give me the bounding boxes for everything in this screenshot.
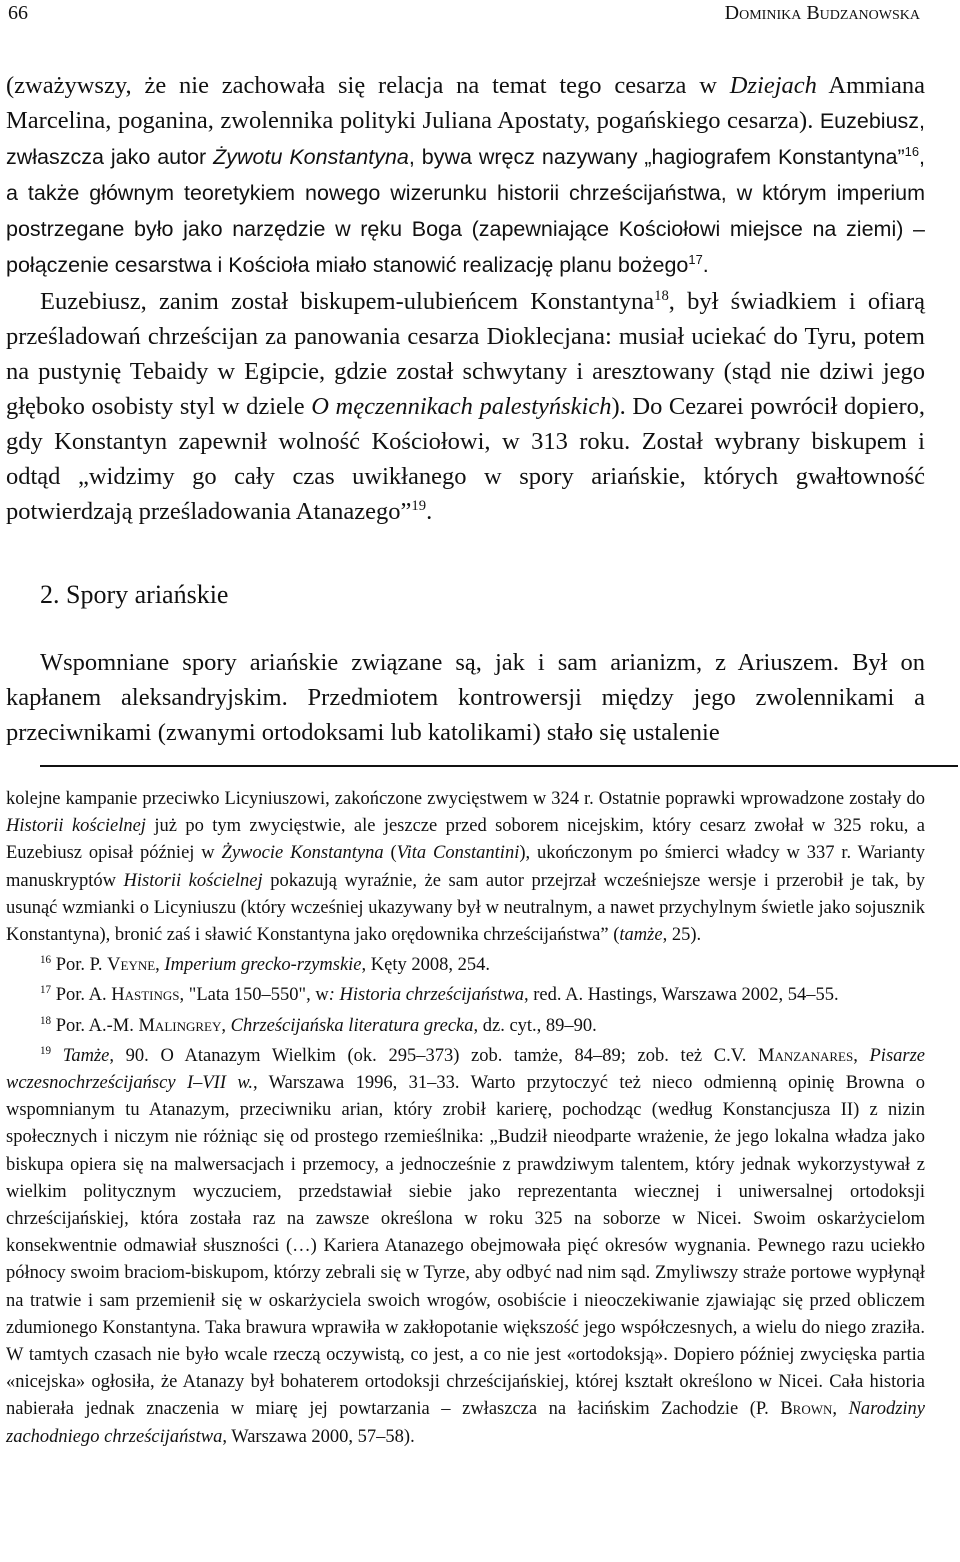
- italic-title: Dziejach: [729, 72, 817, 99]
- italic-title: Chrześcijańska literatura grecka: [230, 1015, 474, 1036]
- text-run: już po tym zwycięstwie, ale jeszcze przed soborem nicejskim, który cesarz zwołał w 325 roku, a Euzebiusz opisał później w: [6, 816, 925, 864]
- sans-passage: [6, 109, 925, 277]
- author-name: Brown: [780, 1399, 833, 1420]
- italic-title: Żywocie Konstantyna: [221, 843, 384, 864]
- text-run: , 25).: [662, 925, 702, 946]
- footnote-ref-17[interactable]: 17: [688, 252, 703, 268]
- paragraph-3: Wspomniane spory ariańskie związane są, jak i sam arianizm, z Ariuszem. Był on kapłanem aleksandryjskim. Przedmiotem kontrowersji między jego zwolennikami a przeciwnikami (zwanymi ortodoksami lub katolikami) stało się ustalenie: [6, 649, 925, 746]
- italic-title: O męczennikach palestyńskich: [311, 392, 612, 420]
- text-run: .: [426, 498, 433, 526]
- author-name: Malingrey: [138, 1015, 222, 1036]
- main-text: [6, 68, 925, 529]
- italic-title: Historii kościelnej: [6, 816, 146, 837]
- author-name: Veyne: [107, 955, 156, 976]
- text-run: Euzebiusz, zanim został biskupem-ulubieńcem Konstantyna: [40, 287, 655, 315]
- paragraph-2: [6, 284, 925, 530]
- text-run: ,: [221, 1015, 231, 1036]
- italic-title: Żywotu Konstantyna: [213, 145, 409, 170]
- section-heading: 2. Spory ariańskie: [40, 580, 229, 609]
- text-run: , Kęty 2008, 254.: [361, 955, 490, 976]
- text-run: Ammiana Marcelina, poganina, zwolennika polityki Juliana Apostaty, pogańskiego cesarza).: [6, 72, 925, 135]
- paragraph-1: [6, 68, 925, 284]
- footnote-separator: [40, 765, 958, 767]
- author-name: Manzanares: [758, 1045, 854, 1066]
- footnote-ref-19[interactable]: 19: [411, 497, 427, 514]
- text-run: ,: [155, 955, 165, 976]
- text-run: (: [383, 843, 397, 864]
- text-run: , bywa wręcz nazywany „hagiografem Konstantyna”: [408, 145, 905, 170]
- text-run: ), ukończonym po śmierci władcy w 337 r. Warianty manuskryptów: [6, 843, 925, 891]
- footnote-18: [6, 1013, 925, 1040]
- footnote-ref-16[interactable]: 16: [904, 144, 919, 160]
- footnote-17: [6, 982, 925, 1009]
- author-name: Hastings: [111, 985, 180, 1006]
- footnote-ref-18[interactable]: 18: [654, 287, 669, 304]
- text-run: Por. P.: [55, 955, 108, 976]
- text-run: pokazują wyraźnie, że sam autor przejrzał wcześniejsze wersje i przerobił je tak, by usunąć wzmianki o Licyniuszu (który wcześniej ukazywany był w neutralnym, a nawet przychylnym świetle jako sojusznik Konstantyna), bronić zaś i sławić Konstantyna jako orędownika chrześcijaństwa” (: [6, 870, 925, 946]
- italic-title: Narodziny zachodniego chrześcijaństwa: [6, 1399, 925, 1447]
- italic-title: Tamże: [62, 1045, 110, 1066]
- text-run: ,: [853, 1045, 870, 1066]
- text-run: , Warszawa 2000, 57–58).: [222, 1426, 415, 1447]
- section-text: [6, 645, 925, 750]
- italic-title: : Historia chrześcijaństwa: [328, 985, 524, 1006]
- text-run: , 90. O Atanazym Wielkim (ok. 295–373) zob. tamże, 84–89; zob. też C.V.: [109, 1045, 759, 1066]
- page-number: 66: [8, 2, 28, 24]
- text-run: ,: [832, 1399, 849, 1420]
- text-run: ). Do Cezarei powrócił dopiero, gdy Konstantyn zapewnił wolność Kościołowi, w 313 roku. Został wybrany biskupem i odtąd „widzimy go cały czas uwikłanego w spory ariańskie, których gwałtowność potwierdzają prześladowania Atanazego”: [6, 392, 925, 526]
- text-run: Por. A.: [55, 985, 112, 1006]
- text-run: , Warszawa 1996, 31–33. Warto przytoczyć też nieco odmienną opinię Browna o wspomnianym tu Atanazym, przeciwniku arian, który zrobił karierę, pochodząc (według Konstancjusza II) z nizin społecznych i niczym nie różniąc się od prostego rzemieślnika: „Budził nieodparte wrażenie, że jego lokalna władza jako biskupa opiera się na malwersacjach i przemocy, a jednocześnie z prawdziwym talentem, który jednak wykorzystywał z wielkim politycznym wyczuciem, przedstawiał siebie jako reprezentanta wiecznej i uniwersalnej ortodoksji chrześcijańskiej, która została raz na zawsze określona w roku 325 na soborze w Nicei. Swoim oskarżycielom konsekwentnie odmawiał słuszności (…) Kariera Atanazego obejmowała pięć okresów wygnania. Pewnego razu uciekło północy swoim braciom-biskupom, którzy zebrali się w Tyrze, aby odbyć nad nim sąd. Zmyliwszy straże portowe wypłynął na tratwie i sam przemienił się w oskarżyciela swoich wrogów, osobiście i nieoczekiwanie zjawiając się przed obliczem zdumionego Konstantyna. Taka brawura wprawiła w zakłopotanie większość jego współczesnych, a wielu do niego zraziła. W tamtych czasach nie było wcale rzeczą oczywistą, co jest, a co nie jest «ortodoksją». Dopiero później zwycięska partia «nicejska» ogłosiła, że Atanazy był bohaterem ortodoksji chrześcijańskiej, której kształt określono w Nicei. Cała historia nabierała jednak znaczenia w miarę jej powtarzania – zwłaszcza na łacińskim Zachodzie (P.: [6, 1073, 925, 1420]
- footnote-19: [6, 1043, 925, 1451]
- italic-title: Pisarze wczesnochrześcijańscy I–VII w.: [6, 1045, 925, 1094]
- italic-title: tamże: [619, 925, 663, 946]
- running-author: Dominika Budzanowska: [724, 2, 920, 24]
- italic-title: Vita Constantini: [396, 843, 520, 864]
- footnote-number: 19: [40, 1044, 52, 1057]
- text-run: kolejne kampanie przeciwko Licyniuszowi, zakończone zwycięstwem w 324 r. Ostatnie poprawki wprowadzone zostały do: [6, 789, 925, 809]
- text-run: , dz. cyt., 89–90.: [473, 1015, 597, 1036]
- text-run: , a także głównym teoretykiem nowego wizerunku historii chrześcijaństwa, w którym imperium postrzegane było jako narzędzie w ręku Boga (zapewniające Kościołowi miejsce na ziemi) – połączenie cesarstwa i Kościoła miało stanowić realizację planu bożego: [6, 145, 925, 278]
- footnote-continuation: [6, 786, 925, 949]
- text-run: , red. A. Hastings, Warszawa 2002, 54–55.: [524, 985, 839, 1006]
- footnotes: [6, 786, 925, 1451]
- footnote-number: 18: [40, 1014, 52, 1027]
- text-run: Por. A.-M.: [55, 1015, 139, 1036]
- italic-title: Imperium grecko-rzymskie: [164, 955, 362, 976]
- footnote-number: 17: [40, 984, 52, 997]
- text-run: , był świadkiem i ofiarą prześladowań chrześcijan za panowania cesarza Dioklecjana: musiał uciekać do Tyru, potem na pustynię Tebaidy w Egipcie, gdzie został schwytany i aresztowany (stąd nie dziwi jego głęboko osobisty styl w dziele: [6, 287, 925, 420]
- footnote-number: 16: [40, 954, 52, 967]
- text-run: .: [702, 253, 709, 278]
- running-header: [8, 2, 920, 28]
- text-run: , "Lata 150–550", w: [179, 985, 329, 1006]
- text-run: (zważywszy, że nie zachowała się relacja na temat tego cesarza w: [6, 72, 730, 99]
- footnote-16: [6, 952, 925, 979]
- text-run: Euzebiusz, zwłaszcza jako autor: [6, 109, 925, 170]
- italic-title: Historii kościelnej: [123, 870, 263, 891]
